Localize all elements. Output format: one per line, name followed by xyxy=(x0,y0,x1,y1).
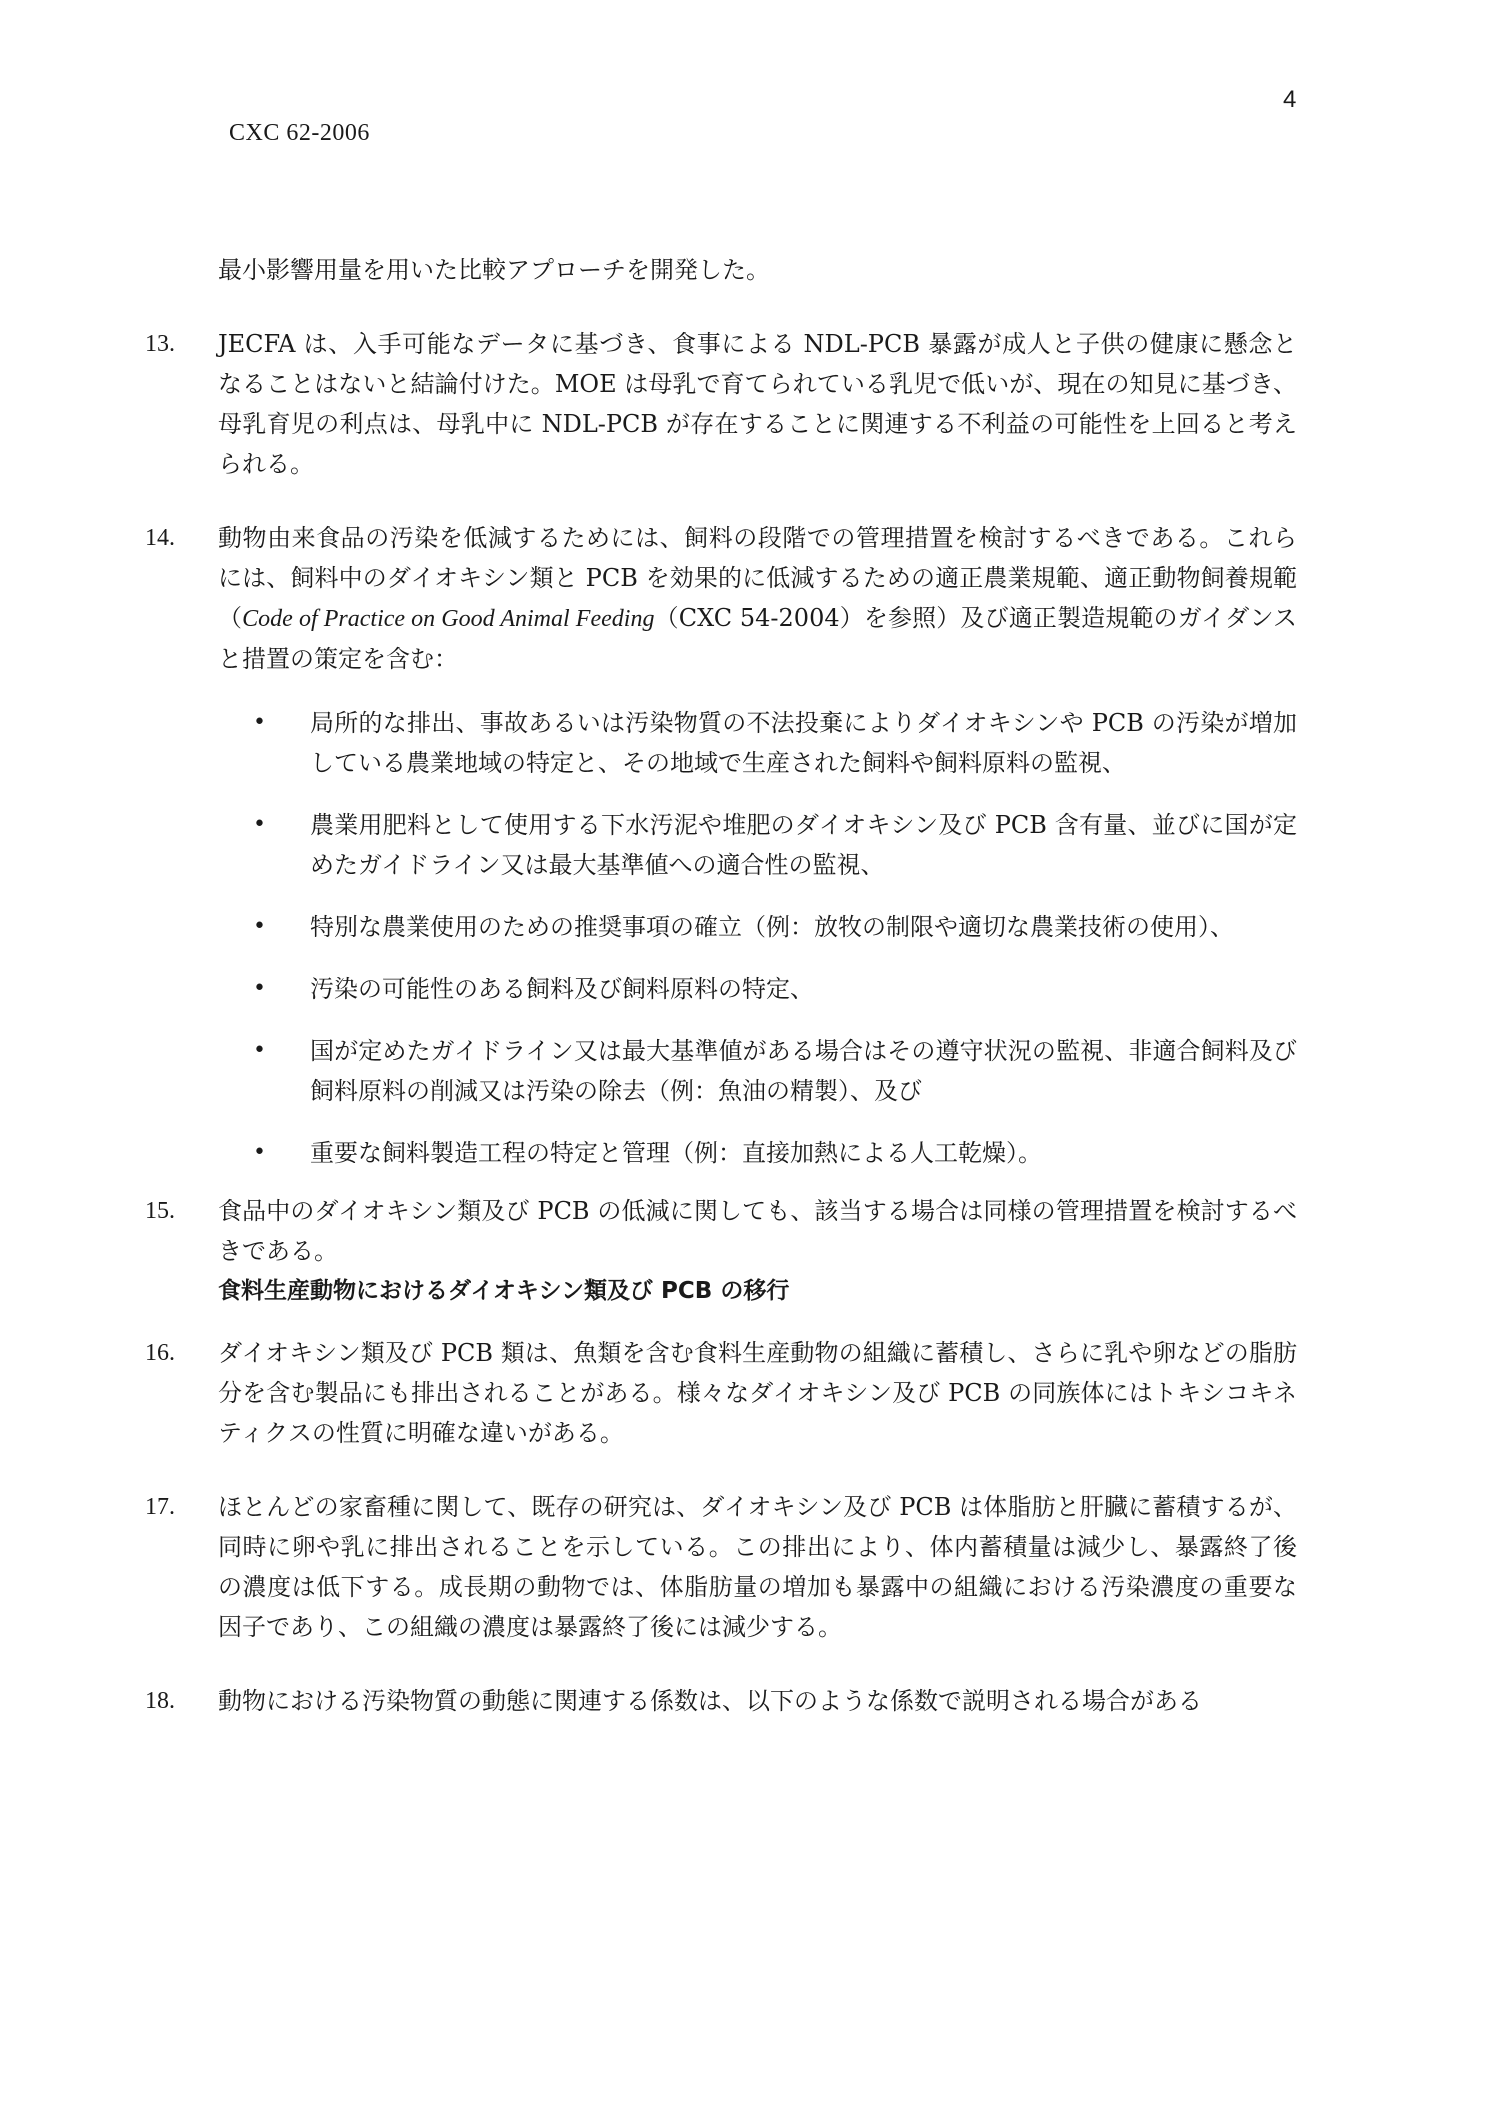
list-item xyxy=(145,1031,1297,1111)
paragraph-text: ほとんどの家畜種に関して、既存の研究は、ダイオキシン及び PCB は体脂肪と肝臓に蓄積するが、同時に卵や乳に排出されることを示している。この排出により、体内蓄積量は減少し、暴露終了後の濃度は低下する。成長期の動物では、体脂肪量の増加も暴露中の組織における汚染濃度の重要な因子であり、この組織の濃度は暴露終了後には減少する。 xyxy=(218,1493,1297,1641)
list-item-text: 国が定めたガイドライン又は最大基準値がある場合はその遵守状況の監視、非適合飼料及び飼料原料の削減又は汚染の除去（例：魚油の精製）、及び xyxy=(310,1037,1297,1105)
bullet-icon: • xyxy=(253,812,266,837)
list-item xyxy=(145,1133,1297,1173)
paragraph-15 xyxy=(145,1191,1297,1271)
page-number: 4 xyxy=(1283,86,1297,113)
paragraph-text-start: 動物由来食品の汚染を低減するためには、飼料の段階での管理措置を検討するべきである。これらには、飼料中のダイオキシン類と PCB を効果的に低減するための適正農業規範、適正動物飼養規範（ xyxy=(218,524,1297,632)
paragraph-number: 18. xyxy=(145,1688,175,1714)
list-item-text: 重要な飼料製造工程の特定と管理（例：直接加熱による人工乾燥）。 xyxy=(310,1139,1042,1167)
paragraph-text: JECFA は、入手可能なデータに基づき、食事による NDL-PCB 暴露が成人と子供の健康に懸念となることはないと結論付けた。MOE は母乳で育てられている乳児で低いが、現在の知見に基づき、母乳育児の利点は、母乳中に NDL-PCB が存在することに関連する不利益の可能性を上回ると考えられる。 xyxy=(218,330,1297,478)
paragraph-text: 食品中のダイオキシン類及び PCB の低減に関しても、該当する場合は同様の管理措置を検討するべきである。 xyxy=(218,1197,1297,1265)
bullet-icon: • xyxy=(253,1038,266,1063)
intro-paragraph: 最小影響用量を用いた比較アプローチを開発した。 xyxy=(218,256,770,284)
paragraph-number: 15. xyxy=(145,1198,175,1224)
document-code: CXC 62-2006 xyxy=(229,120,370,146)
cited-code-title: Code of Practice on Good Animal Feeding xyxy=(242,606,655,632)
list-item xyxy=(145,703,1297,783)
list-item-text: 特別な農業使用のための推奨事項の確立（例：放牧の制限や適切な農業技術の使用）、 xyxy=(310,913,1234,941)
bullet-icon: • xyxy=(253,914,266,939)
list-item-text: 局所的な排出、事故あるいは汚染物質の不法投棄によりダイオキシンや PCB の汚染が増加している農業地域の特定と、その地域で生産された飼料や飼料原料の監視、 xyxy=(310,709,1297,777)
paragraph-number: 16. xyxy=(145,1340,175,1366)
paragraph-16 xyxy=(145,1333,1297,1453)
paragraph-text: ダイオキシン類及び PCB 類は、魚類を含む食料生産動物の組織に蓄積し、さらに乳や卵などの脂肪分を含む製品にも排出されることがある。様々なダイオキシン及び PCB の同族体にはトキシコキネティクスの性質に明確な違いがある。 xyxy=(218,1339,1297,1447)
paragraph-number: 17. xyxy=(145,1494,175,1520)
section-heading: 食料生産動物におけるダイオキシン類及び PCB の移行 xyxy=(218,1278,790,1304)
bullet-icon: • xyxy=(253,976,266,1001)
list-item-text: 農業用肥料として使用する下水汚泥や堆肥のダイオキシン及び PCB 含有量、並びに国が定めたガイドライン又は最大基準値への適合性の監視、 xyxy=(310,811,1297,879)
paragraph-text: 動物における汚染物質の動態に関連する係数は、以下のような係数で説明される場合がある xyxy=(218,1687,1202,1715)
list-item xyxy=(145,969,1297,1009)
paragraph-18 xyxy=(145,1681,1297,1721)
list-item xyxy=(145,907,1297,947)
paragraph-number: 14. xyxy=(145,525,175,551)
paragraph-14 xyxy=(145,518,1297,679)
paragraph-17 xyxy=(145,1487,1297,1647)
paragraph-text-end: （CXC 54-2004）を参照）及び適正製造規範のガイダンスと措置の策定を含む： xyxy=(218,604,1298,673)
control-measures-list xyxy=(145,703,1297,1173)
list-item-text: 汚染の可能性のある飼料及び飼料原料の特定、 xyxy=(310,975,814,1003)
list-item xyxy=(145,805,1297,885)
paragraph-13 xyxy=(145,324,1297,484)
bullet-icon: • xyxy=(253,710,266,735)
document-body xyxy=(145,250,1297,1721)
bullet-icon: • xyxy=(253,1140,266,1165)
paragraph-number: 13. xyxy=(145,331,175,357)
